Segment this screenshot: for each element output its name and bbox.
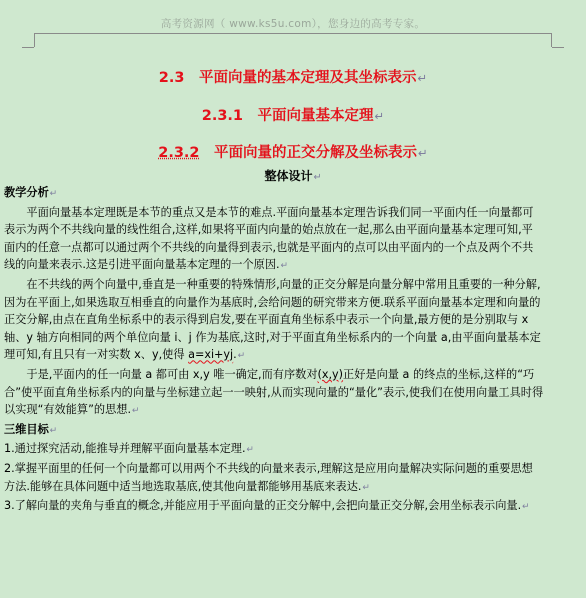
- section-heading-analysis: [4, 184, 544, 204]
- document-body: [4, 184, 544, 517]
- paragraph-mark-icon: ↵: [522, 502, 530, 513]
- goal-item-2-text: 2.掌握平面里的任何一个向量都可以用两个不共线的向量来表示,理解这是应用向量解决实际问题的重要思想方法.能够在具体问题中适当地选取基底,使其他向量都能够用基底来表达.: [4, 461, 533, 493]
- ordered-pair-xy: (x,y): [317, 367, 344, 381]
- goal-item: [4, 460, 544, 497]
- analysis-paragraph-1: [4, 204, 544, 276]
- paragraph-mark-icon: ↵: [374, 109, 385, 123]
- paragraph-mark-icon: ↵: [132, 406, 140, 417]
- subtitle-2-3-2-text: 平面向量的正交分解及坐标表示: [199, 145, 418, 161]
- section-heading-analysis-text: 教学分析: [4, 186, 49, 199]
- header-rule: [34, 33, 552, 34]
- analysis-paragraph-3-text: 于是,平面内的任一向量 a 都可由 x,y 唯一确定,而有序数对: [26, 367, 318, 381]
- overall-design-text: 整体设计: [264, 169, 313, 183]
- crop-mark-top-left-horizontal: [22, 47, 34, 48]
- paragraph-mark-icon: ↵: [362, 482, 370, 493]
- analysis-paragraph-3: [4, 366, 544, 421]
- equation-a-xi-yj: a=xi+yj: [188, 348, 234, 362]
- paragraph-mark-icon: ↵: [280, 261, 289, 272]
- analysis-paragraph-2: [4, 276, 544, 366]
- overall-design-heading: [0, 167, 586, 184]
- crop-mark-top-right: [551, 33, 552, 47]
- analysis-paragraph-1-text: 平面向量基本定理既是本节的重点又是本节的难点.平面向量基本定理告诉我们同一平面内任一向量都可表示为两个不共线向量的线性组合,这样,如果将平面内向量的始点放在一起,那么由平面向量基本定理可知,平面内的任意一点都可以通过两个不共线的向量得到表示,也就是平面内的点可以由平面内的一个点及两个不共线的向量来表示.这是引进平面向量基本定理的一个原因.: [4, 205, 534, 272]
- subtitle-2-3-1-text: 2.3.1 平面向量基本定理: [201, 108, 374, 124]
- subtitle-2-3-2-number: 2.3.2: [158, 145, 200, 161]
- main-title-text: 2.3 平面向量的基本定理及其坐标表示: [158, 70, 417, 86]
- paragraph-mark-icon: ↵: [246, 445, 255, 456]
- goal-item-1-text: 1.通过探究活动,能推导并理解平面向量基本定理.: [4, 442, 246, 456]
- paragraph-mark-icon: ↵: [237, 351, 246, 362]
- crop-mark-top-right-horizontal: [552, 47, 564, 48]
- goal-item: [4, 440, 544, 460]
- goal-item: [4, 497, 544, 517]
- main-title: [0, 66, 586, 87]
- paragraph-mark-icon: ↵: [418, 146, 428, 160]
- page-header-text: 高考资源网（ www.ks5u.com），您身边的高考专家。: [160, 18, 426, 30]
- analysis-paragraph-2-text: 在不共线的两个向量中,垂直是一种重要的特殊情形,向量的正交分解是向量分解中常用且重要的一种分解,因为在平面上,如果选取互相垂直的向量作为基底时,会给问题的研究带来方便.联系平面向量基本定理和向量的正交分解,由点在直角坐标系中的表示得到启发,要在平面直角坐标系中表示一个向量,最方便的是分别取与 x 轴、y 轴方向相同的两个单位向量 i、j 作为基底,这时,对于平面直角坐标系内的一个向量 a,由平面向量基本定理可知,有且只有一对实数 x、y,使得: [4, 277, 541, 362]
- analysis-paragraph-3-rest: 正好是向量 a 的终点的坐标,这样的“巧合”使平面直角坐标系内的向量与坐标建立起一一映射,从而实现向量的“量化”表示,使我们在使用向量工具时得以实现“有效能算”的思想.: [4, 367, 544, 417]
- paragraph-mark-icon: ↵: [49, 189, 58, 199]
- crop-mark-top-left: [34, 33, 35, 47]
- subtitle-2-3-1: [0, 104, 586, 125]
- paragraph-mark-icon: ↵: [417, 71, 428, 85]
- paragraph-mark-icon: ↵: [313, 172, 322, 183]
- section-heading-goals: [4, 421, 544, 441]
- section-heading-goals-text: 三维目标: [4, 422, 49, 436]
- subtitle-2-3-2: [0, 141, 586, 162]
- analysis-paragraph-2-end: .: [233, 348, 237, 362]
- goal-item-3-text: 3.了解向量的夹角与垂直的概念,并能应用于平面向量的正交分解中,会把向量正交分解,会用坐标表示向量.: [4, 499, 522, 513]
- paragraph-mark-icon: ↵: [49, 425, 58, 436]
